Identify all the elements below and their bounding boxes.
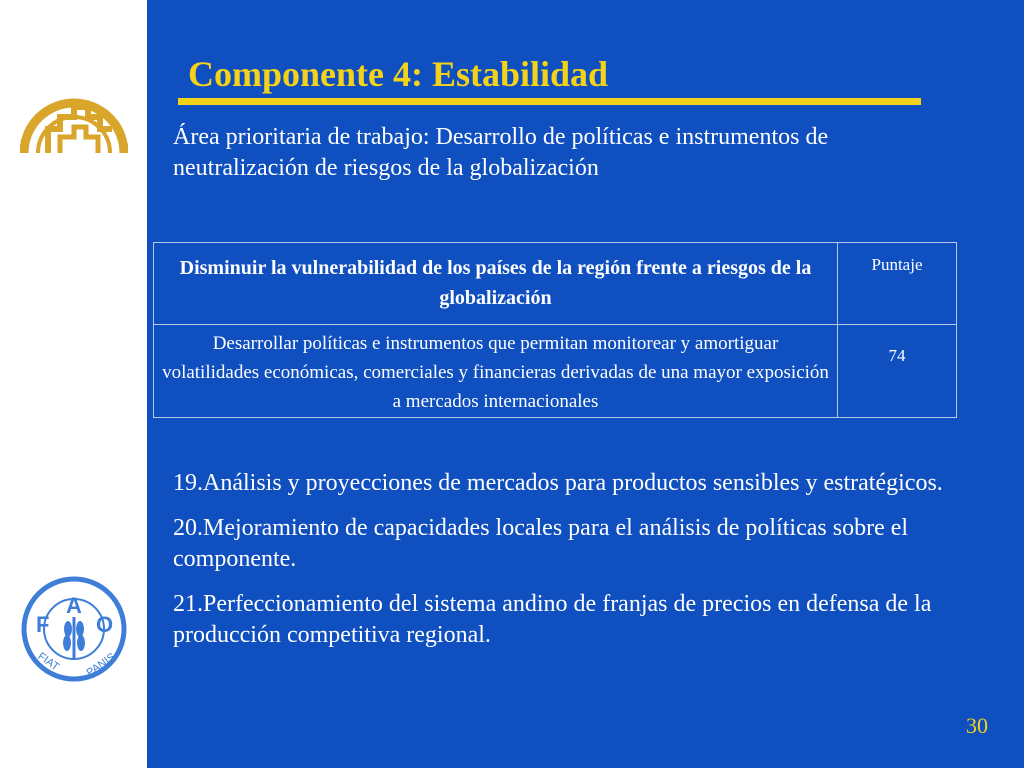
list-item: 19.Análisis y proyecciones de mercados para productos sensibles y estratégicos. <box>173 470 943 496</box>
row-objective: Desarrollar políticas e instrumentos que permitan monitorear y amortiguar volatilidades económicas, comerciales y financieras derivadas de una mayor exposición a mercados internacionales <box>154 325 838 418</box>
fao-letter-o: O <box>96 612 114 637</box>
objective-table <box>153 242 957 418</box>
page-title: Componente 4: Estabilidad <box>188 54 609 94</box>
list-item: 21.Perfeccionamiento del sistema andino de franjas de precios en defensa de la producción competitiva regional. <box>173 591 932 648</box>
item-list <box>173 468 963 665</box>
row-score: 74 <box>838 325 957 418</box>
table-row <box>154 325 957 418</box>
header-score: Puntaje <box>838 243 957 325</box>
header-objective: Disminuir la vulnerabilidad de los países de la región frente a riesgos de la globalización <box>154 243 838 325</box>
subtitle: Área prioritaria de trabajo: Desarrollo de políticas e instrumentos de neutralización de riesgos de la globalización <box>173 124 829 181</box>
table-header-row <box>154 243 957 325</box>
list-item: 20.Mejoramiento de capacidades locales para el análisis de políticas sobre el componente. <box>173 515 909 572</box>
left-band <box>0 0 147 768</box>
fao-letter-a: A <box>66 593 82 618</box>
page-number: 30 <box>966 713 988 738</box>
title-underline <box>178 98 921 105</box>
fao-motto-right: PANIS <box>84 650 118 680</box>
fao-emblem-icon <box>20 575 128 683</box>
fao-motto-left: FIAT <box>35 650 62 674</box>
andean-arch-logo-icon <box>20 75 128 157</box>
fao-letter-f: F <box>36 612 50 637</box>
